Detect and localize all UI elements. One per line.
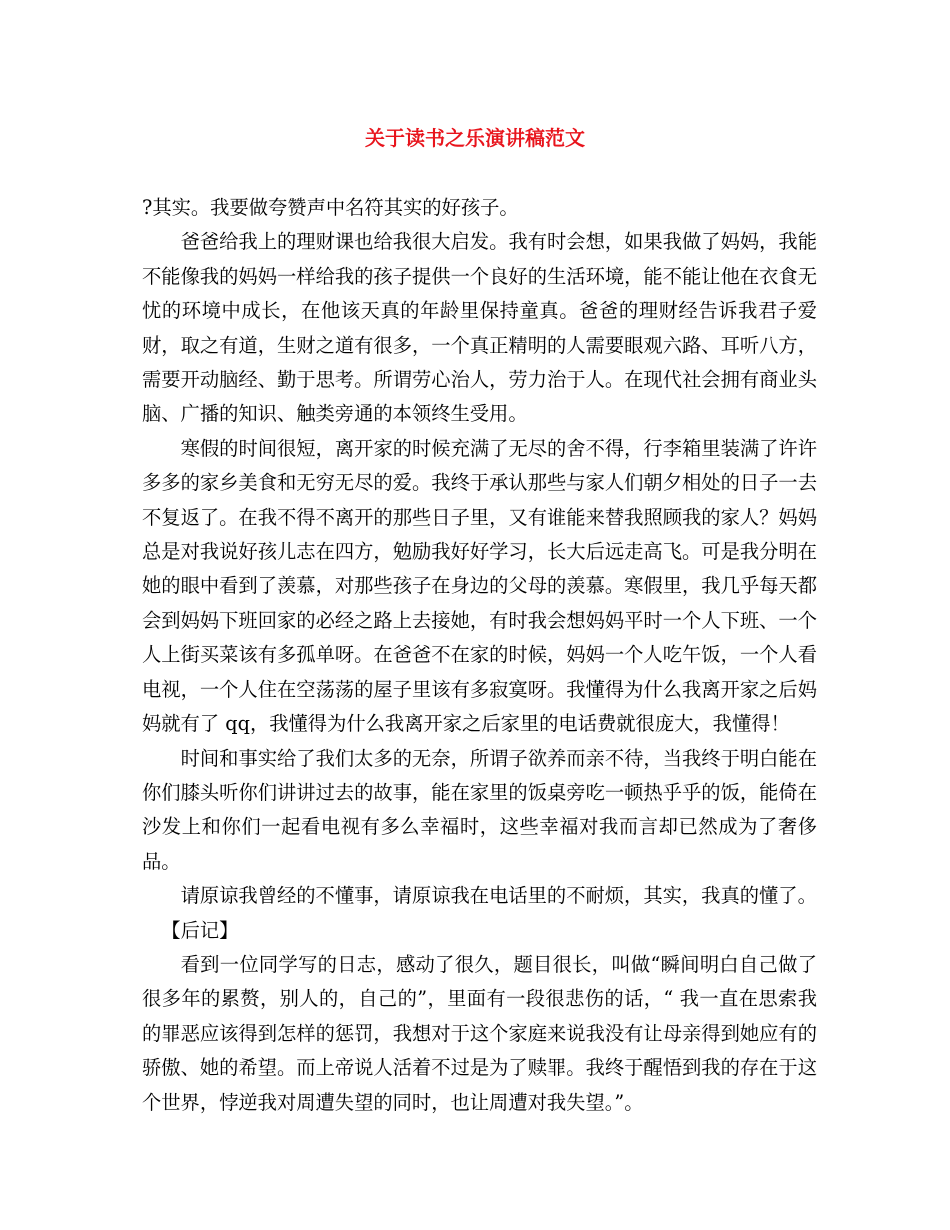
paragraph-2: 爸爸给我上的理财课也给我很大启发。我有时会想，如果我做了妈妈，我能不能像我的妈妈一样给我的孩子提供一个良好的生活环境，能不能让他在衣食无忧的环境中成长，在他该天真的年龄里保持童真。爸爸的理财经告诉我君子爱财，取之有道，生财之道有很多，一个真正精明的人需要眼观六路、耳听八方，需要开动脑经、勤于思考。所谓劳心治人，劳力治于人。在现代社会拥有商业头脑、广播的知识、触类旁通的本领终生受用。 <box>142 230 817 426</box>
paragraph-5: 请原谅我曾经的不懂事，请原谅我在电话里的不耐烦，其实，我真的懂了。 <box>180 884 817 908</box>
afterword-heading: 【后记】 <box>161 918 239 942</box>
paragraph-4: 时间和事实给了我们太多的无奈，所谓子欲养而亲不待，当我终于明白能在你们膝头听你们讲讲过去的故事，能在家里的饭桌旁吃一顿热乎乎的饭，能倚在沙发上和你们一起看电视有多么幸福时，这些幸福对我而言却已然成为了奢侈品。 <box>142 746 817 873</box>
document-title: 关于读书之乐演讲稿范文 <box>365 126 585 150</box>
document-body <box>142 191 817 1120</box>
paragraph-3: 寒假的时间很短，离开家的时候充满了无尽的舍不得，行李箱里装满了许许多多的家乡美食和无穷无尽的爱。我终于承认那些与家人们朝夕相处的日子一去不复返了。在我不得不离开的那些日子里，又有谁能来替我照顾我的家人？妈妈总是对我说好孩儿志在四方，勉励我好好学习，长大后远走高飞。可是我分明在她的眼中看到了羡慕，对那些孩子在身边的父母的羡慕。寒假里，我几乎每天都会到妈妈下班回家的必经之路上去接她，有时我会想妈妈平时一个人下班、一个人上街买菜该有多孤单呀。在爸爸不在家的时候，妈妈一个人吃午饭，一个人看电视，一个人住在空荡荡的屋子里该有多寂寞呀。我懂得为什么我离开家之后妈妈就有了 qq，我懂得为什么我离开家之后家里的电话费就很庞大，我懂得！ <box>142 436 817 736</box>
paragraph-1: ?其实。我要做夸赞声中名符其实的好孩子。 <box>142 196 519 219</box>
paragraph-7: 看到一位同学写的日志，感动了很久，题目很长，叫做“瞬间明白自己做了很多年的累赘，别人的，自己的”，里面有一段很悲伤的话，“ 我一直在思索我的罪恶应该得到怎样的惩罚，我想对于这个家庭来说我没有让母亲得到她应有的骄傲、她的希望。而上帝说人活着不过是为了赎罪。我终于醒悟到我的存在于这个世界，悖逆我对周遭失望的同时，也让周遭对我失望。”。 <box>142 952 817 1114</box>
